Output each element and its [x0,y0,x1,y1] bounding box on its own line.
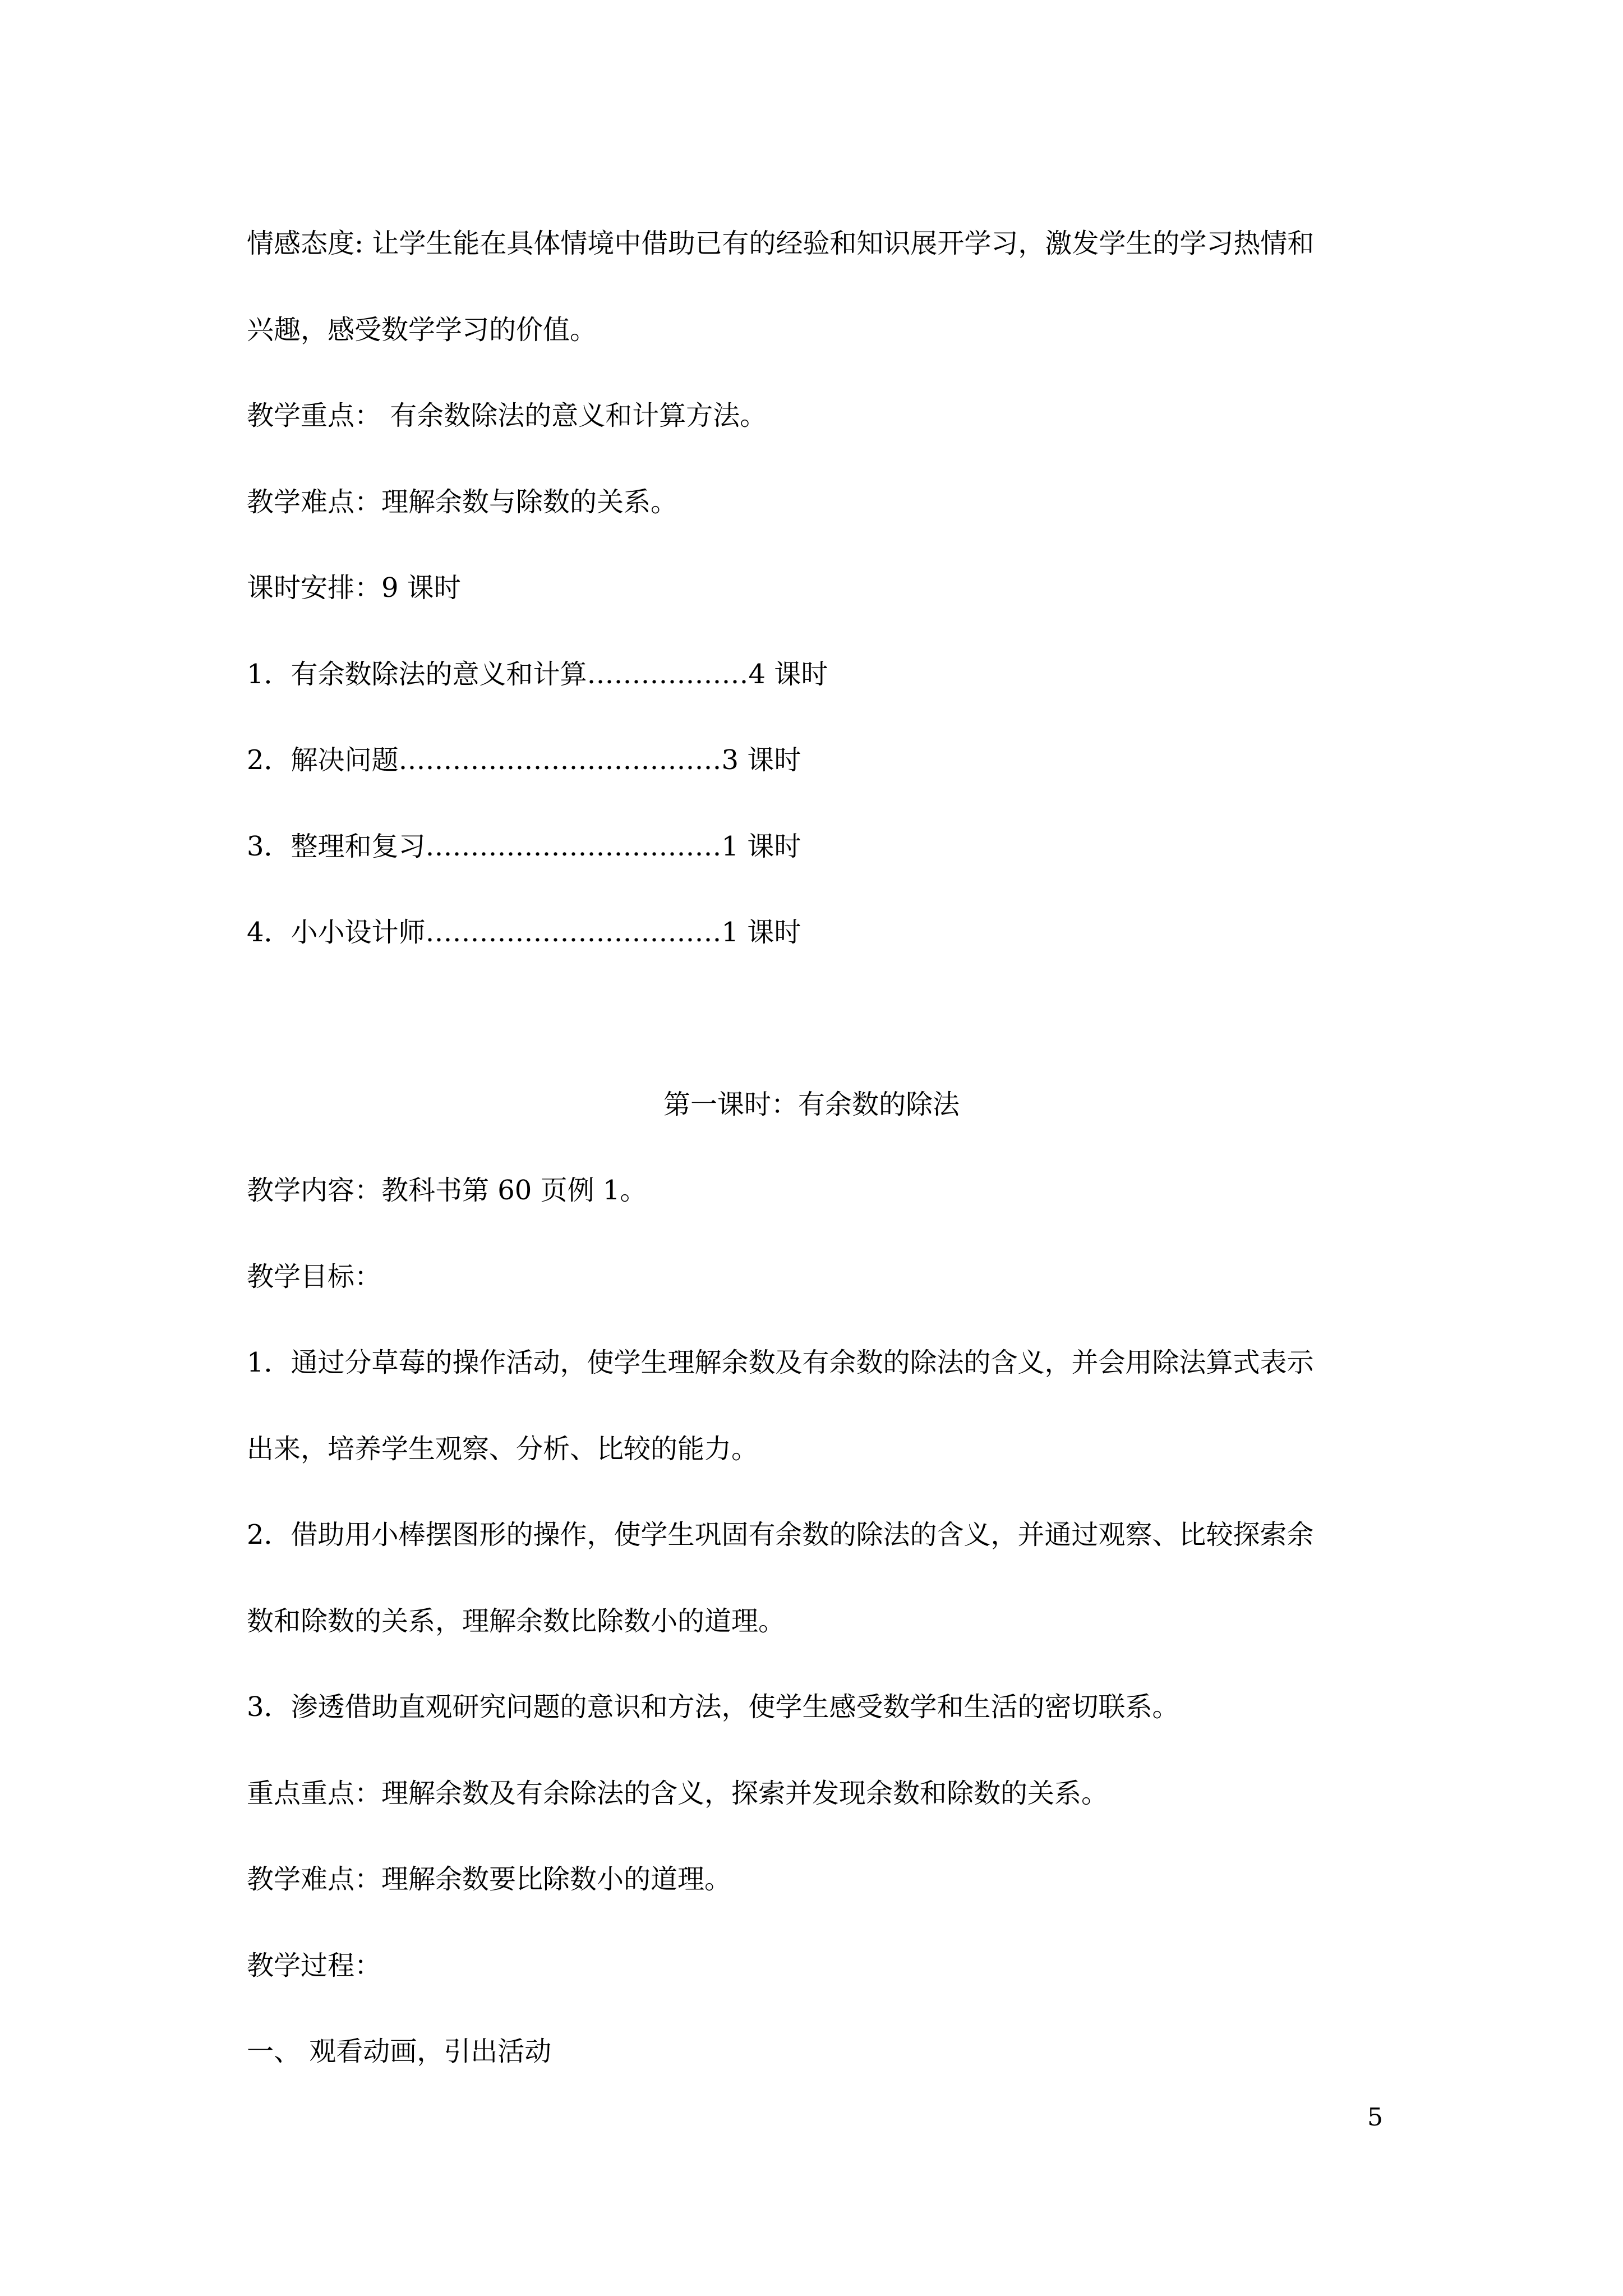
text-line-teaching-process: 教学过程： [247,1950,382,1981]
text-line-teaching-focus: 教学重点： 有余数除法的意义和计算方法。 [247,400,767,431]
goal-item-1: 1．通过分草莓的操作活动，使学生理解余数及有余数的除法的含义，并会用除法算式表示 [247,1347,1314,1378]
goal-item-3: 3．渗透借助直观研究问题的意识和方法，使学生感受数学和生活的密切联系。 [247,1691,1179,1723]
text-line-difficulty: 教学难点：理解余数要比除数小的道理。 [247,1864,732,1895]
text-line-teaching-goals: 教学目标： [247,1261,382,1292]
text-line-lesson-schedule: 课时安排：9 课时 [247,572,461,604]
section-title: 第一课时：有余数的除法 [663,1089,960,1120]
toc-item-3: 3．整理和复习……………………………1 课时 [247,831,801,862]
text-line-teaching-difficulty: 教学难点：理解余数与除数的关系。 [247,486,678,518]
text-line-interest: 兴趣，感受数学学习的价值。 [247,314,597,346]
text-line-emotional-attitude: 情感态度: 让学生能在具体情境中借助已有的经验和知识展开学习，激发学生的学习热情和 [247,228,1315,259]
goal-item-2: 2．借助用小棒摆图形的操作，使学生巩固有余数的除法的含义，并通过观察、比较探索余 [247,1519,1314,1550]
text-line-key-points: 重点重点：理解余数及有余除法的含义，探索并发现余数和除数的关系。 [247,1778,1109,1809]
goal-item-2-continued: 数和除数的关系，理解余数比除数小的道理。 [247,1605,786,1637]
goal-item-1-continued: 出来，培养学生观察、分析、比较的能力。 [247,1433,759,1465]
page-number: 5 [1367,2103,1383,2132]
text-line-teaching-content: 教学内容：教科书第 60 页例 1。 [247,1175,647,1206]
toc-item-4: 4．小小设计师……………………………1 课时 [247,917,801,948]
toc-item-1: 1．有余数除法的意义和计算………………4 课时 [247,659,828,690]
text-line-step-one: 一、 观看动画，引出活动 [247,2036,552,2067]
toc-item-2: 2．解决问题………………………………3 课时 [247,744,801,776]
